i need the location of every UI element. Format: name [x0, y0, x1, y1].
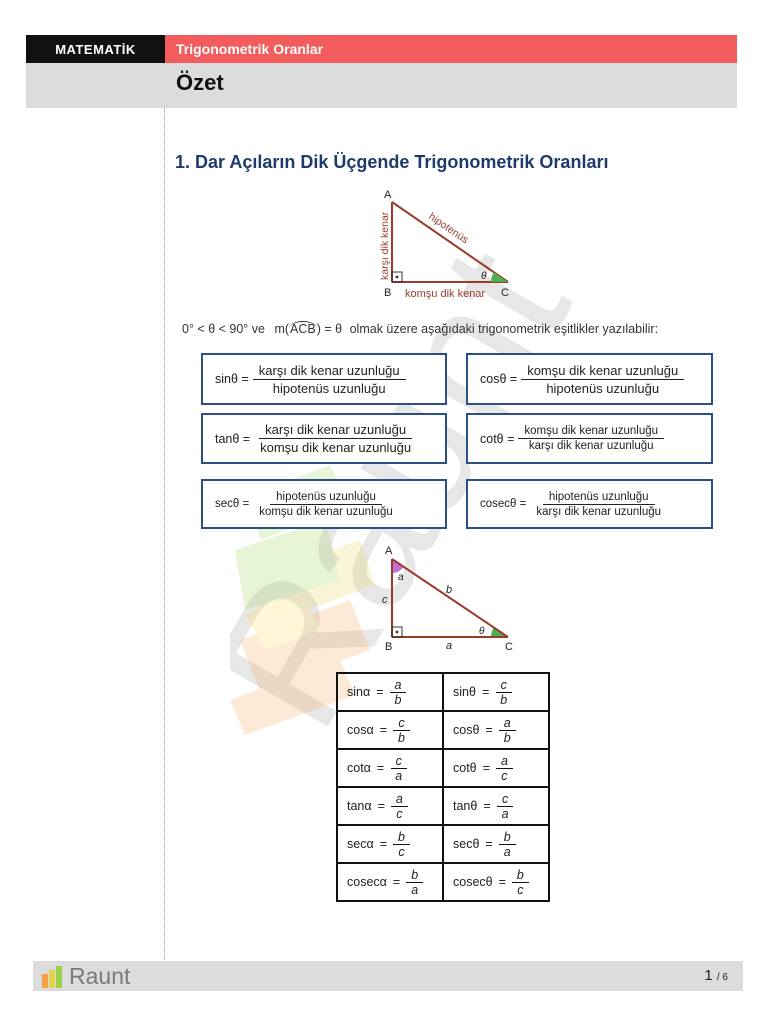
ratio-fraction — [393, 830, 410, 859]
condition-text — [182, 321, 658, 336]
equals-sign: = — [376, 685, 384, 699]
ratio-numerator: a — [499, 716, 516, 731]
ratio-denominator: b — [394, 692, 402, 707]
formula-box-cot — [466, 413, 713, 464]
ratio-denominator: b — [503, 730, 511, 745]
ratio-fraction — [495, 678, 512, 707]
ratio-numerator: b — [499, 830, 516, 845]
table-cell — [337, 787, 443, 825]
margin-divider — [164, 108, 165, 962]
condition-equals: ) = θ — [316, 322, 343, 336]
table-cell — [337, 863, 443, 901]
table-row — [337, 825, 549, 863]
side-ac — [392, 559, 508, 637]
vertex-a: A — [384, 189, 392, 201]
formula-box-cos — [466, 353, 713, 405]
table-cell — [337, 673, 443, 711]
opposite-side-label: karşı dik kenar — [379, 211, 391, 280]
vertex-b: B — [384, 287, 392, 299]
vertex-b: B — [385, 641, 393, 653]
formula-numerator: hipotenüs uzunluğu — [543, 491, 655, 505]
formula-name: cosθ = — [480, 372, 518, 386]
ratio-label: secθ — [453, 837, 480, 851]
ratio-fraction — [393, 716, 410, 745]
ratio-numerator: c — [391, 754, 407, 769]
formula-denominator: hipotenüs uzunluğu — [546, 380, 660, 396]
condition-rest: olmak üzere aşağıdaki trigonometrik eşitlikler yazılabilir: — [349, 322, 659, 336]
ratio-denominator: c — [396, 806, 403, 821]
table-cell — [443, 863, 549, 901]
footer-bar — [33, 961, 743, 991]
formula-denominator: hipotenüs uzunluğu — [272, 380, 386, 396]
angle-theta-label: θ — [481, 271, 487, 282]
ratio-fraction — [499, 716, 516, 745]
condition-arc-acb: ACB — [290, 322, 316, 336]
adjacent-side-label: komşu dik kenar — [405, 288, 486, 300]
equals-sign: = — [379, 723, 387, 737]
formula-denominator: komşu dik kenar uzunluğu — [260, 440, 412, 455]
ratio-numerator: a — [496, 754, 513, 769]
equals-sign: = — [379, 837, 387, 851]
equals-sign: = — [485, 837, 493, 851]
ratio-label: cosecθ — [453, 875, 493, 889]
ratio-label: cosθ — [453, 723, 480, 737]
formula-box-sin — [201, 353, 447, 405]
ratio-denominator: c — [501, 768, 508, 783]
topic-title: Trigonometrik Oranlar — [165, 35, 737, 63]
formula-denominator: karşı dik kenar uzunluğu — [536, 505, 662, 518]
section-title: Özet — [176, 70, 224, 95]
formula-box-sec — [201, 479, 447, 529]
table-row — [337, 863, 549, 901]
side-a-label: a — [446, 640, 453, 652]
formula-name: cosecθ = — [480, 498, 527, 510]
equals-sign: = — [485, 723, 493, 737]
equals-sign: = — [392, 875, 401, 889]
condition-m: m( — [274, 322, 290, 336]
formula-denominator: komşu dik kenar uzunluğu — [259, 505, 393, 518]
ratio-label: cotα — [347, 761, 371, 775]
ratio-label: tanθ — [453, 799, 478, 813]
ratio-denominator: a — [395, 768, 403, 783]
theta-angle-arc — [491, 272, 508, 282]
ratio-fraction — [497, 792, 514, 821]
table-cell — [337, 711, 443, 749]
formula-box-tan — [201, 413, 447, 464]
table-row — [337, 673, 549, 711]
vertex-c: C — [501, 287, 509, 299]
page-number — [704, 967, 728, 984]
ratio-table — [336, 672, 550, 902]
ratio-denominator: b — [398, 730, 405, 745]
ratio-numerator: a — [390, 678, 407, 693]
total-pages: / 6 — [716, 972, 728, 983]
ratio-numerator: c — [393, 716, 409, 731]
labeled-triangle-diagram — [378, 543, 518, 655]
side-b-label: b — [446, 584, 453, 596]
ratio-numerator: c — [497, 792, 513, 807]
ratio-denominator: c — [517, 882, 524, 897]
table-row — [337, 749, 549, 787]
vertex-a: A — [385, 545, 393, 557]
side-ac — [392, 202, 508, 282]
side-c-label: c — [382, 594, 388, 606]
theta-label: θ — [479, 626, 485, 637]
equals-sign: = — [482, 761, 490, 775]
equals-sign: = — [483, 799, 491, 813]
ratio-denominator: b — [500, 692, 508, 707]
table-cell — [443, 673, 549, 711]
ratio-fraction — [406, 868, 423, 897]
equals-sign: = — [498, 875, 506, 889]
alpha-label: a — [398, 572, 404, 583]
formula-name: secθ = — [215, 498, 250, 510]
equals-sign: = — [481, 685, 490, 699]
formula-numerator: karşı dik kenar uzunluğu — [253, 363, 406, 380]
ratio-label: cosα — [347, 723, 374, 737]
formula-numerator: karşı dik kenar uzunluğu — [259, 422, 412, 439]
ratio-numerator: a — [391, 792, 408, 807]
ratio-fraction — [512, 868, 529, 897]
ratio-fraction — [390, 678, 407, 707]
ratio-label: cotθ — [453, 761, 477, 775]
ratio-denominator: a — [503, 844, 511, 859]
ratio-label: secα — [347, 837, 374, 851]
formula-name: cotθ = — [480, 431, 515, 446]
ratio-label: sinθ — [453, 685, 476, 699]
ratio-numerator: c — [496, 678, 512, 693]
formula-numerator: komşu dik kenar uzunluğu — [518, 425, 664, 439]
condition-range: 0° < θ < 90° ve — [182, 322, 265, 336]
formula-denominator: karşı dik kenar uzunluğu — [528, 440, 654, 452]
table-cell — [443, 749, 549, 787]
table-row — [337, 787, 549, 825]
table-cell — [337, 749, 443, 787]
header-left-block — [26, 63, 165, 108]
ratio-denominator: a — [411, 882, 419, 897]
ratio-numerator: b — [406, 868, 423, 883]
raunt-logo-icon — [40, 966, 66, 988]
formula-numerator: komşu dik kenar uzunluğu — [521, 363, 684, 380]
ratio-denominator: c — [398, 844, 405, 859]
hypotenuse-label: hipotenüs — [426, 210, 471, 247]
table-cell — [443, 711, 549, 749]
formula-numerator: hipotenüs uzunluğu — [270, 491, 382, 505]
formula-name: sinθ = — [215, 372, 249, 386]
ratio-numerator: b — [393, 830, 410, 845]
subject-label: MATEMATİK — [26, 35, 165, 63]
right-triangle-diagram — [370, 186, 510, 306]
table-cell — [443, 825, 549, 863]
ratio-fraction — [496, 754, 513, 783]
ratio-fraction — [390, 754, 407, 783]
current-page: 1 — [704, 967, 713, 984]
table-cell — [443, 787, 549, 825]
header-section-bar — [165, 63, 737, 108]
section-heading: 1. Dar Açıların Dik Üçgende Trigonometrik Oranları — [175, 152, 609, 172]
ratio-label: sinα — [347, 685, 371, 699]
formula-name: tanθ = — [215, 431, 251, 446]
ratio-fraction — [391, 792, 408, 821]
equals-sign: = — [376, 761, 385, 775]
ratio-label: cosecα — [347, 875, 387, 889]
table-cell — [337, 825, 443, 863]
ratio-denominator: a — [501, 806, 509, 821]
ratio-numerator: b — [512, 868, 529, 883]
table-row — [337, 711, 549, 749]
brand-name: Raunt — [69, 963, 131, 989]
ratio-label: tanα — [347, 799, 372, 813]
ratio-fraction — [499, 830, 516, 859]
equals-sign: = — [377, 799, 385, 813]
vertex-c: C — [505, 641, 513, 653]
formula-box-cosec — [466, 479, 713, 529]
